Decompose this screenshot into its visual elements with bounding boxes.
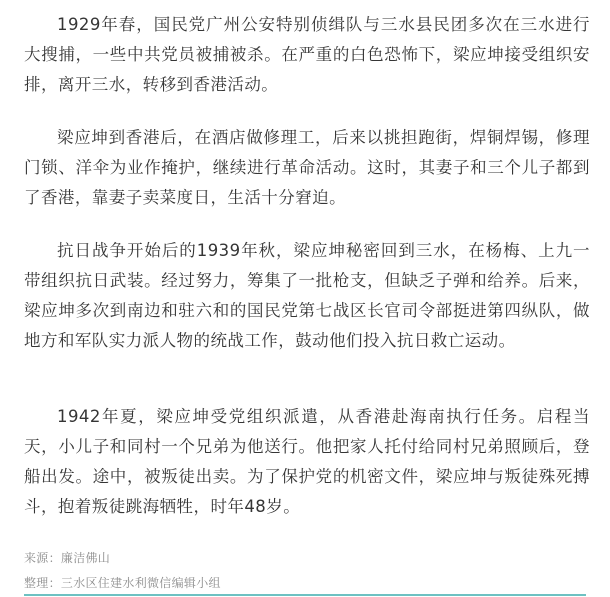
source-credit: 来源：廉洁佛山 — [24, 551, 111, 565]
article-paragraph-4: 1942年夏，梁应坤受党组织派遣，从香港赴海南执行任务。启程当天，小儿子和同村一个兄弟为他送行。他把家人托付给同村兄弟照顾后，登船出发。途中，被叛徒出卖。为了保护党的机密文件，梁应坤与叛徒殊死搏斗，抱着叛徒跳海牺牲，时年48岁。 — [24, 407, 590, 516]
footer-divider — [24, 594, 586, 596]
article-paragraph-2: 梁应坤到香港后，在酒店做修理工，后来以挑担跑街，焊铜焊锡，修理门锁、洋伞为业作掩护，继续进行革命活动。这时，其妻子和三个儿子都到了香港，靠妻子卖菜度日，生活十分窘迫。 — [24, 128, 590, 207]
article-paragraph-3: 抗日战争开始后的1939年秋，梁应坤秘密回到三水，在杨梅、上九一带组织抗日武装。经过努力，筹集了一批枪支，但缺乏子弹和给养。后来，梁应坤多次到南边和驻六和的国民党第七战区长官司令部挺进第四纵队，做地方和军队实力派人物的统战工作，鼓动他们投入抗日救亡运动。 — [24, 241, 590, 350]
editor-credit: 整理：三水区住建水利微信编辑小组 — [24, 576, 221, 590]
article-paragraph-1: 1929年春，国民党广州公安特别侦缉队与三水县民团多次在三水进行大搜捕，一些中共党员被捕被杀。在严重的白色恐怖下，梁应坤接受组织安排，离开三水，转移到香港活动。 — [24, 15, 590, 94]
